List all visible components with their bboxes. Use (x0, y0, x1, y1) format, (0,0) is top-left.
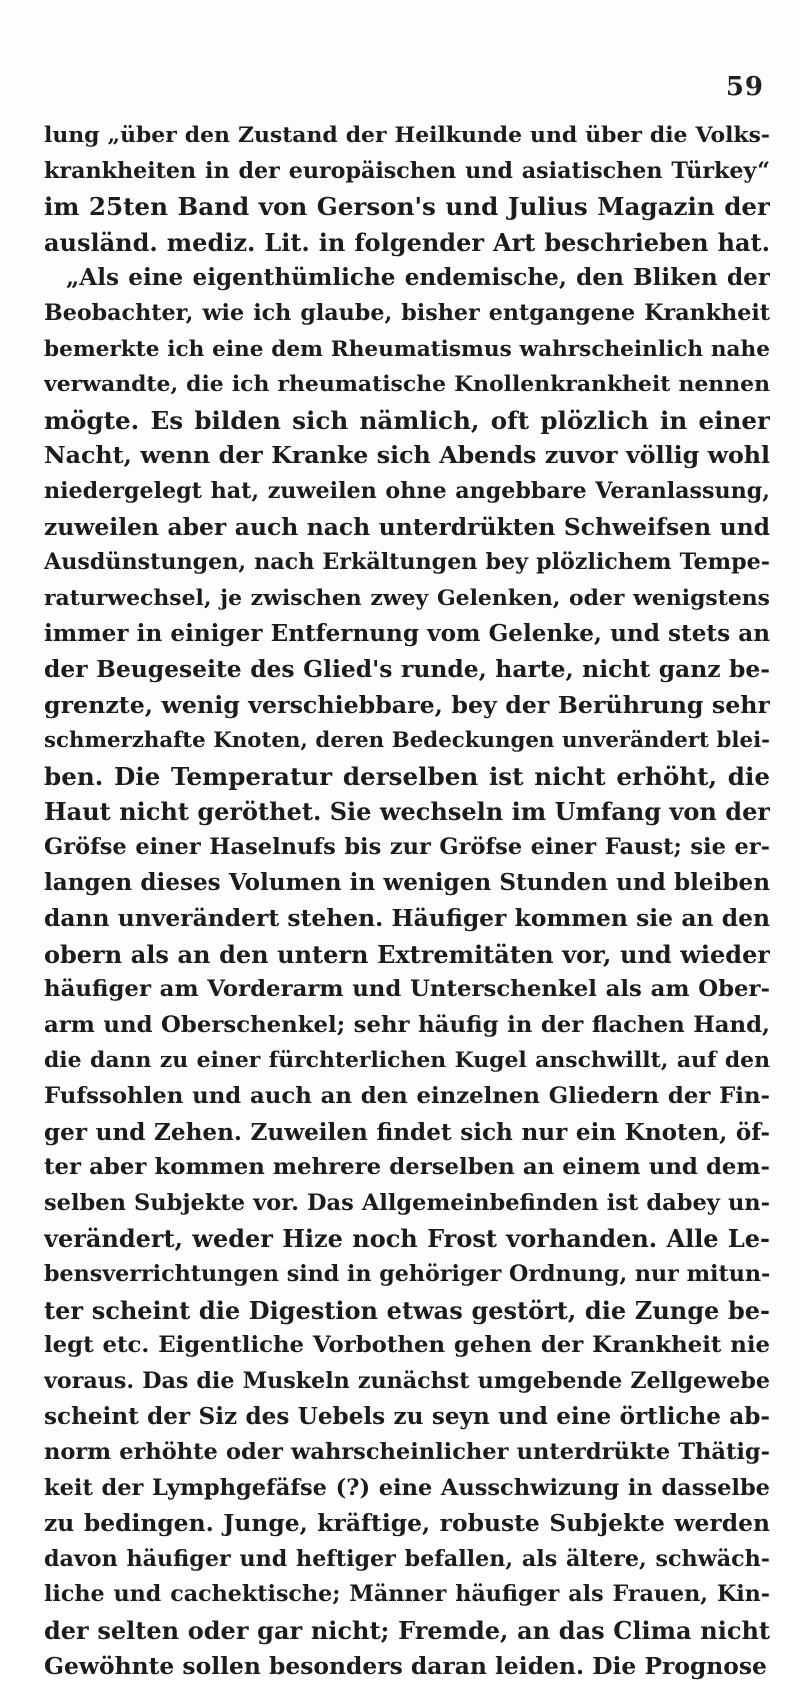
text-line: im 25ten Band von Gerson's und Julius Magazin der (44, 192, 770, 222)
text-line: keit der Lymphgefäfse (?) eine Ausschwizung in dasselbe (44, 1474, 770, 1501)
text-line: mögte. Es bilden sich nämlich, oft plözlich in einer (44, 405, 770, 435)
text-line: niedergelegt hat, zuweilen ohne angebbare Veranlassung, (44, 477, 770, 504)
text-line: ter scheint die Digestion etwas gestört, die Zunge be- (44, 1295, 770, 1325)
text-line: bensverrichtungen sind in gehöriger Ordnung, nur mitun- (44, 1261, 770, 1287)
text-line: langen dieses Volumen in wenigen Stunden und bleiben (44, 869, 770, 897)
text-line: schmerzhafte Knoten, deren Bedeckungen unverändert blei- (44, 728, 770, 754)
text-line: Gewöhnte sollen besonders daran leiden. Die Prognose (44, 1651, 767, 1680)
text-line: ter aber kommen mehrere derselben an einem und dem- (44, 1154, 770, 1181)
text-line: Haut nicht geröthet. Sie wechseln im Umfang von der (44, 797, 770, 827)
text-line: zuweilen aber auch nach unterdrükten Schweifsen und (44, 512, 770, 541)
text-line: die dann zu einer fürchterlichen Kugel anschwillt, auf den (44, 1047, 770, 1074)
text-line: lung „über den Zustand der Heilkunde und über die Volks- (44, 122, 770, 148)
text-line: bemerkte ich eine dem Rheumatismus wahrscheinlich nahe (44, 336, 770, 362)
text-line: Fufssohlen und auch an den einzelnen Gliedern der Fin- (44, 1083, 770, 1110)
text-line: voraus. Das die Muskeln zunächst umgebende Zellgewebe (44, 1367, 770, 1394)
page-number: 59 (725, 72, 764, 102)
text-line: zu bedingen. Junge, kräftige, robuste Subjekte werden (44, 1509, 770, 1538)
text-line: dann unverändert stehen. Häufiger kommen sie an den (44, 904, 770, 933)
text-line: legt etc. Eigentliche Vorbothen gehen der Krankheit nie (44, 1332, 770, 1359)
text-line: „Als eine eigenthümliche endemische, den Bliken der (66, 264, 770, 292)
text-line: ger und Zehen. Zuweilen findet sich nur ein Knoten, öf- (44, 1118, 770, 1146)
text-line: arm und Oberschenkel; sehr häufig in der flachen Hand, (44, 1011, 770, 1038)
text-line: Beobachter, wie ich glaube, bisher entgangene Krankheit (44, 299, 770, 326)
text-line: norm erhöhte oder wahrscheinlicher unterdrükte Thätig- (44, 1438, 770, 1465)
body-text (44, 118, 770, 1684)
text-line: liche und cachektische; Männer häufiger als Frauen, Kin- (44, 1581, 770, 1608)
text-line: häufiger am Vorderarm und Unterschenkel als am Ober- (44, 976, 770, 1003)
text-line: selben Subjekte vor. Das Allgemeinbefinden ist dabey un- (44, 1189, 770, 1216)
text-line: Nacht, wenn der Kranke sich Abends zuvor völlig wohl (44, 441, 770, 470)
text-line: grenzte, wenig verschiebbare, bey der Berührung sehr (44, 690, 770, 719)
text-line: verändert, weder Hize noch Frost vorhanden. Alle Le- (44, 1224, 770, 1254)
text-line: der Beugeseite des Glied's runde, harte, nicht ganz be- (44, 654, 770, 683)
text-line: krankheiten in der europäischen und asiatischen Türkey“ (44, 157, 770, 184)
text-line: Ausdünstungen, nach Erkältungen bey plözlichem Tempe- (44, 549, 770, 576)
text-line: Gröfse einer Haselnufs bis zur Gröfse einer Faust; sie er- (44, 833, 770, 860)
text-line: ben. Die Temperatur derselben ist nicht erhöht, die (44, 761, 770, 791)
text-line: verwandte, die ich rheumatische Knollenkrankheit nennen (44, 371, 770, 398)
text-line: raturwechsel, je zwischen zwey Gelenken, oder wenigstens (44, 584, 770, 611)
text-line: obern als an den untern Extremitäten vor, und wieder (44, 939, 770, 969)
text-line: ausländ. mediz. Lit. in folgender Art beschrieben hat. (44, 227, 770, 257)
text-line: immer in einiger Entfernung vom Gelenke, und stets an (44, 620, 770, 648)
text-line: davon häufiger und heftiger befallen, als ältere, schwäch- (44, 1545, 770, 1572)
text-line: scheint der Siz des Uebels zu seyn und eine örtliche ab- (44, 1403, 770, 1431)
text-line: der selten oder gar nicht; Fremde, an das Clima nicht (44, 1615, 770, 1645)
